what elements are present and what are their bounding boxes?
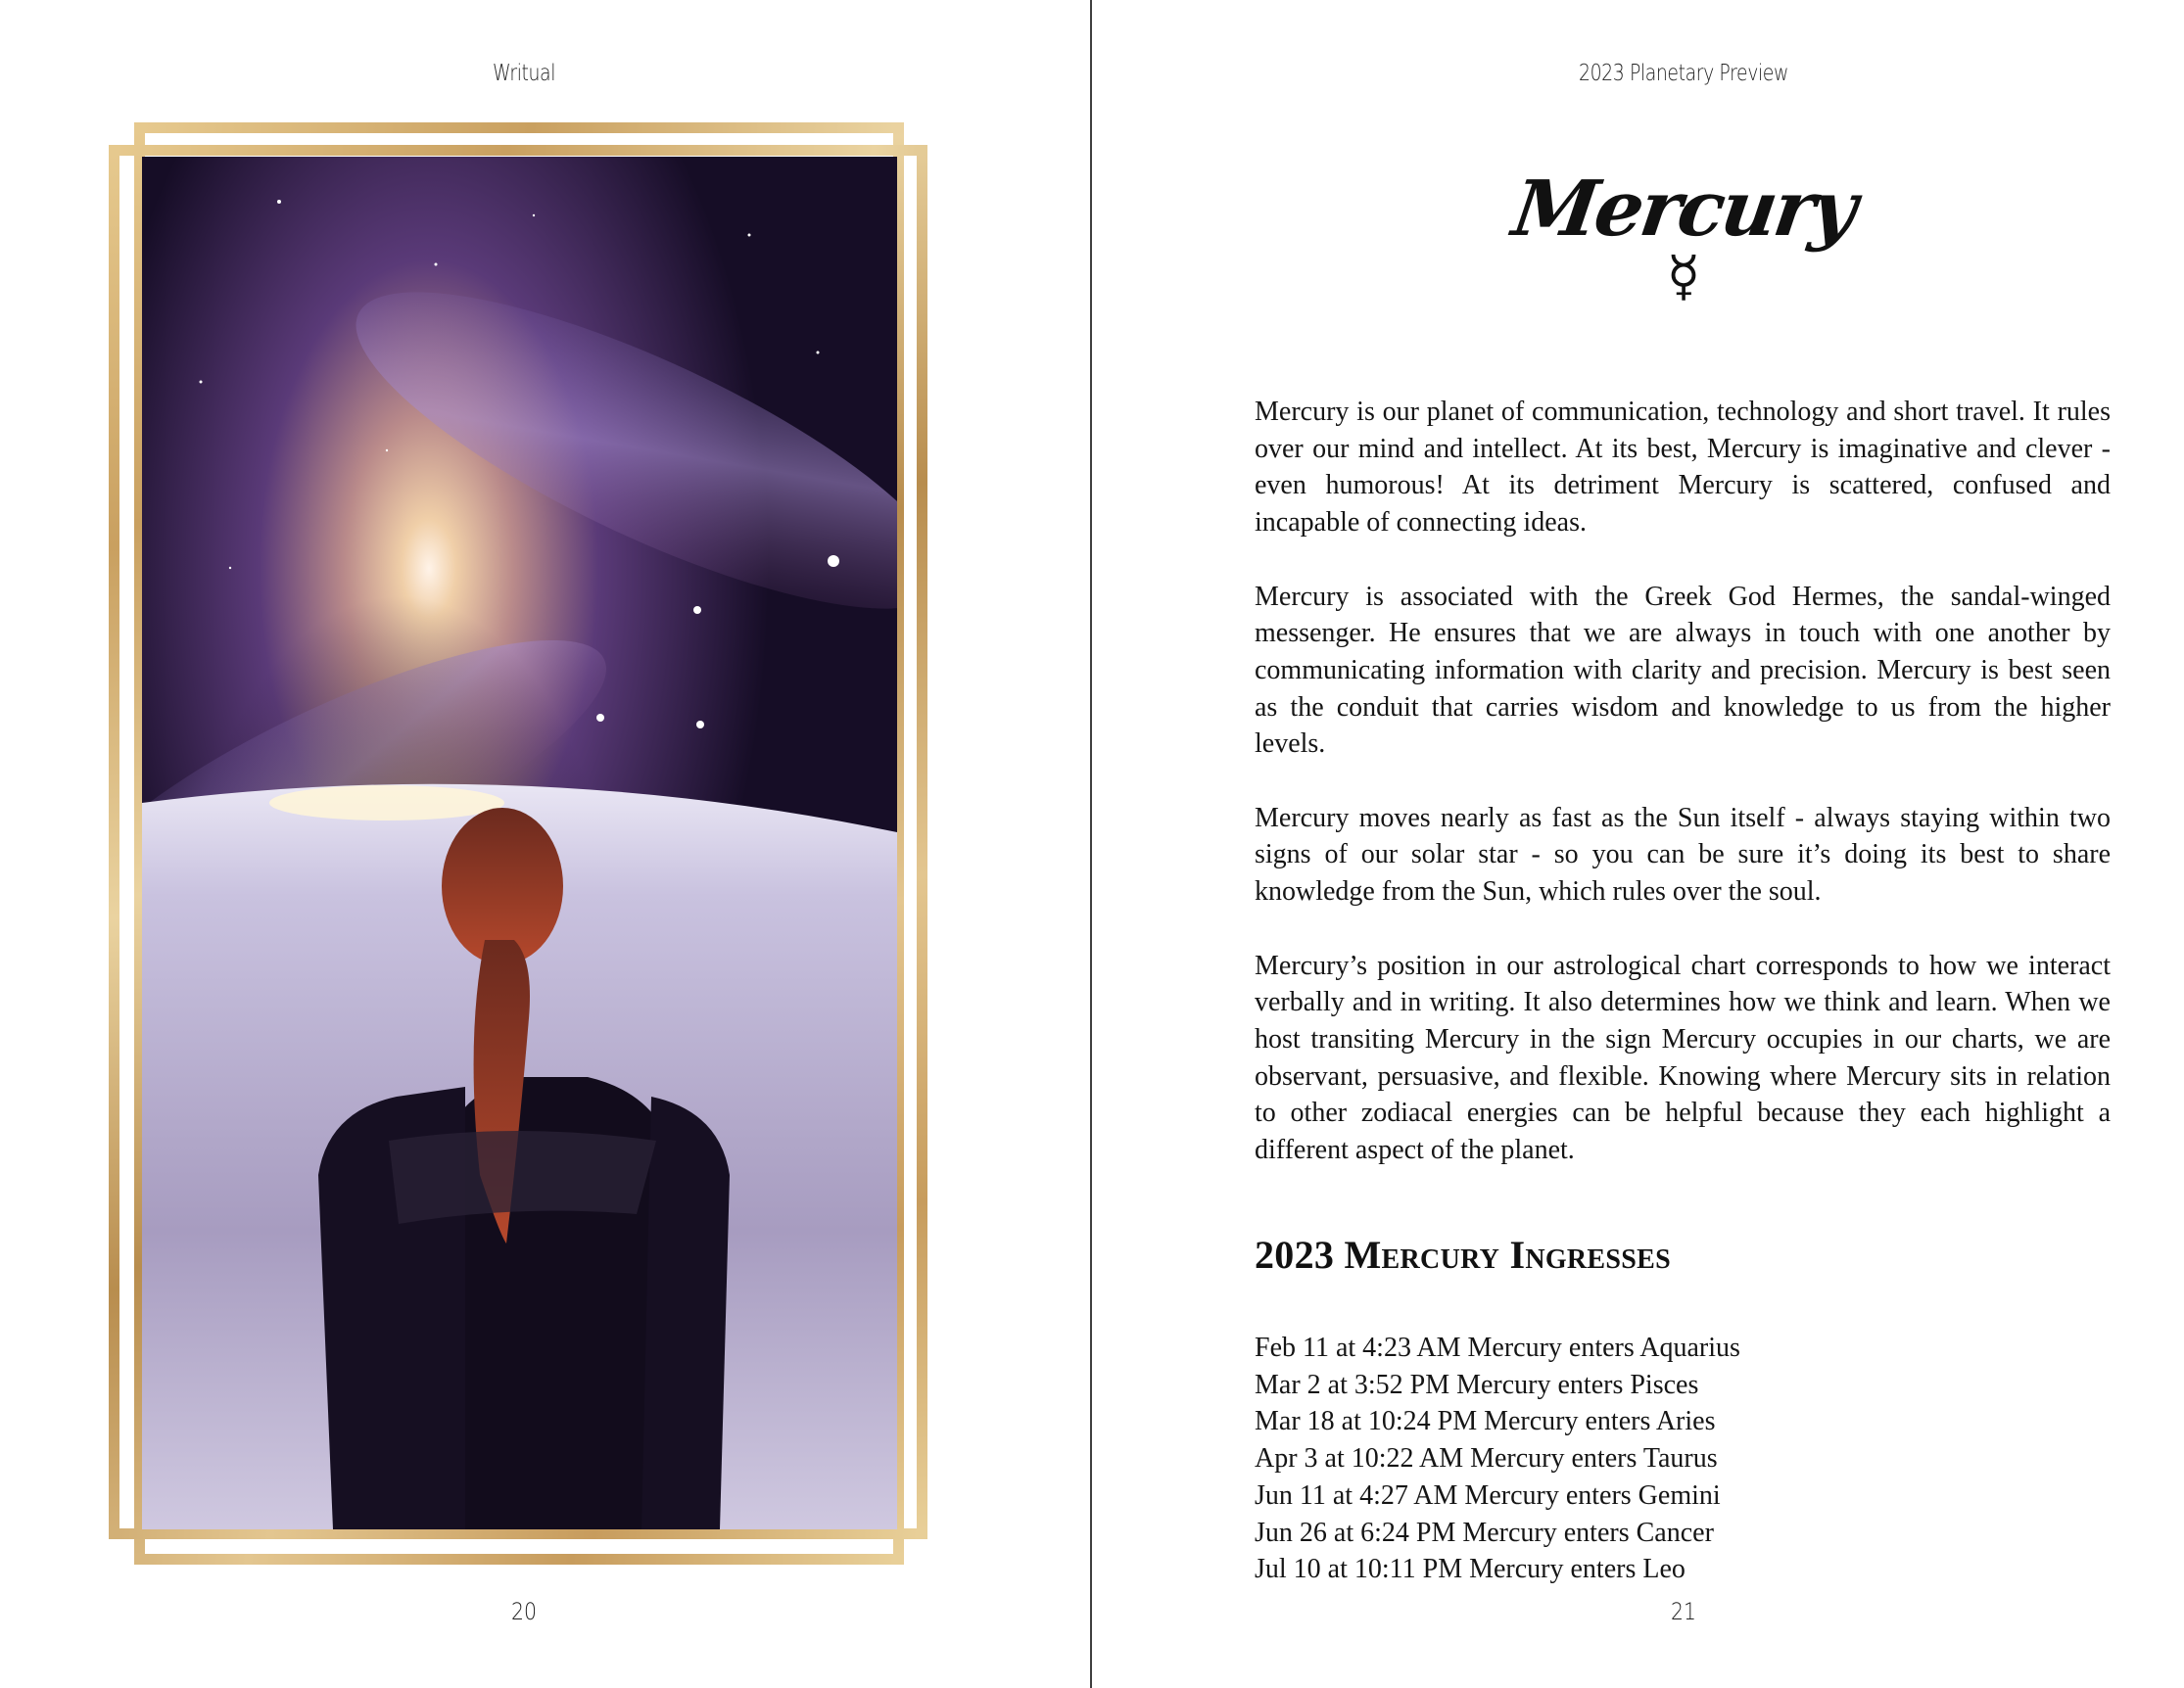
chapter-title: Mercury	[1507, 164, 1860, 254]
list-item: Apr 3 at 10:22 AM Mercury enters Taurus	[1255, 1443, 1718, 1475]
paragraph: Mercury moves nearly as fast as the Sun itself - always staying within two signs of our solar star - so you can be sure it’s doing its best to share knowledge from the Sun, which rules over the soul.	[1255, 802, 2111, 908]
paragraph: Mercury is associated with the Greek God Hermes, the sandal-winged messenger. He ensures that we are always in touch with one another by communicating information with clarity and precision. Mercury is best seen as the conduit that carries wisdom and knowledge to us from the higher levels.	[1255, 581, 2111, 760]
ingress-list	[1255, 1330, 1740, 1588]
paragraph: Mercury is our planet of communication, technology and short travel. It rules over our mind and intellect. At its best, Mercury is imaginative and clever - even humorous! At its detriment Mercury is scattered, confused and incapable of connecting ideas.	[1255, 397, 2111, 539]
body-text	[1255, 394, 2111, 1205]
list-item: Jun 26 at 6:24 PM Mercury enters Cancer	[1255, 1517, 1714, 1548]
page-number-right: 21	[1671, 1598, 1696, 1625]
running-head-book-title: Writual	[492, 61, 556, 86]
list-item: Jul 10 at 10:11 PM Mercury enters Leo	[1255, 1554, 1685, 1585]
page-number-left: 20	[511, 1598, 537, 1625]
list-item: Feb 11 at 4:23 AM Mercury enters Aquarius	[1255, 1333, 1740, 1363]
list-item: Mar 18 at 10:24 PM Mercury enters Aries	[1255, 1406, 1716, 1437]
mercury-symbol-icon: ☿	[1666, 245, 1701, 308]
list-item: Jun 11 at 4:27 AM Mercury enters Gemini	[1255, 1479, 1721, 1511]
list-item: Mar 2 at 3:52 PM Mercury enters Pisces	[1255, 1369, 1699, 1400]
running-head-section-title: 2023 Planetary Preview	[1579, 61, 1788, 86]
paragraph: Mercury’s position in our astrological chart corresponds to how we interact verbally and in writing. It also determines how we think and learn. When we host transiting Mercury in the sign Mercury occupies in our charts, we are observant, persuasive, and flexible. Knowing where Mercury sits in relation to other zodiacal energies can be helpful because they each highlight a different aspect of the planet.	[1255, 950, 2111, 1166]
section-heading: 2023 Mercury Ingresses	[1255, 1233, 1672, 1277]
